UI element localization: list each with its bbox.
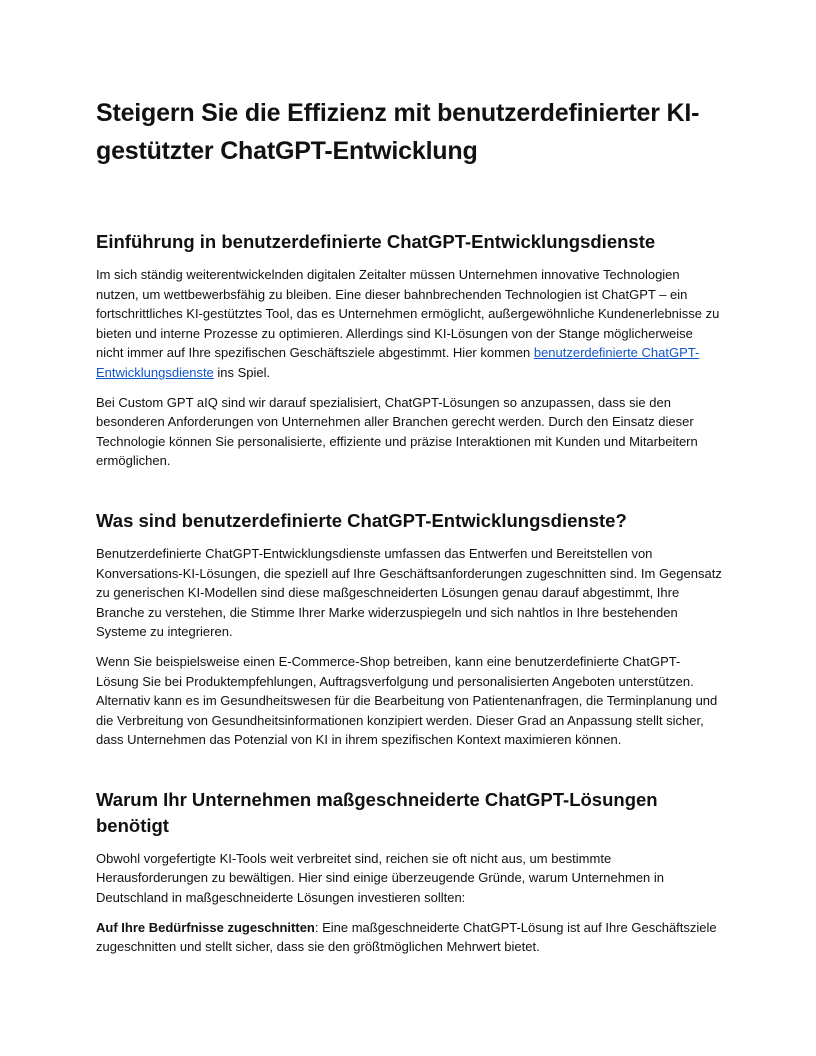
document-page xyxy=(96,94,722,957)
intro-paragraph-1-tail: ins Spiel. xyxy=(213,364,271,380)
intro-paragraph-1 xyxy=(96,265,722,383)
why-paragraph-2-bold: Auf Ihre Bedürfnisse zugeschnitten xyxy=(96,919,315,935)
document-title: Steigern Sie die Effizienz mit benutzerdefinierter KI-gestützter ChatGPT-Entwicklung xyxy=(96,99,700,165)
what-paragraph-1: Benutzerdefinierte ChatGPT-Entwicklungsdienste umfassen das Entwerfen und Bereitstellen von Konversations-KI-Lösungen, die speziell auf Ihre Geschäftsanforderungen zugeschnitten sind. Im Gegensatz zu generischen KI-Modellen sind diese maßgeschneiderten Lösungen genau darauf abgestimmt, Ihre Branche zu verstehen, die Stimme Ihrer Marke widerzuspiegeln und sich nahtlos in Ihre bestehenden Systeme zu integrieren. xyxy=(96,545,722,640)
why-paragraph-1: Obwohl vorgefertigte KI-Tools weit verbreitet sind, reichen sie oft nicht aus, um bestimmte Herausforderungen zu bewältigen. Hier sind einige überzeugende Gründe, warum Unternehmen in Deutschland in maßgeschneiderte Lösungen investieren sollten: xyxy=(96,850,665,906)
why-paragraph-2-text: : Eine maßgeschneiderte ChatGPT-Lösung ist auf Ihre Geschäftsziele zugeschnitten und stellt sicher, dass sie den größtmöglichen Mehrwert bietet. xyxy=(96,919,717,955)
custom-chatgpt-services-link[interactable]: benutzerdefinierte ChatGPT-Entwicklungsdienste xyxy=(96,345,700,380)
section-heading-intro: Einführung in benutzerdefinierte ChatGPT-Entwicklungsdienste xyxy=(96,231,656,252)
section-heading-why: Warum Ihr Unternehmen maßgeschneiderte ChatGPT-Lösungen benötigt xyxy=(96,788,658,836)
why-paragraph-2 xyxy=(96,918,722,957)
intro-paragraph-1-text: Im sich ständig weiterentwickelnden digitalen Zeitalter müssen Unternehmen innovative Technologien nutzen, um wettbewerbsfähig zu bleiben. Eine dieser bahnbrechenden Technologien ist ChatGPT – ein fortschrittliches KI-gestütztes Tool, das es Unternehmen ermöglicht, außergewöhnliche Kundenerlebnisse zu bieten und interne Prozesse zu optimieren. Allerdings sind KI-Lösungen von der Stange möglicherweise nicht immer auf Ihre spezifischen Geschäftsziele abgestimmt. Hier kommen xyxy=(96,267,720,361)
intro-paragraph-2: Bei Custom GPT aIQ sind wir darauf spezialisiert, ChatGPT-Lösungen so anzupassen, dass sie den besonderen Anforderungen von Unternehmen aller Branchen gerecht werden. Durch den Einsatz dieser Technologie können Sie personalisierte, effiziente und präzise Interaktionen mit Kunden und Mitarbeitern ermöglichen. xyxy=(96,394,698,469)
what-paragraph-2: Wenn Sie beispielsweise einen E-Commerce-Shop betreiben, kann eine benutzerdefinierte ChatGPT-Lösung Sie bei Produktempfehlungen, Auftragsverfolgung und personalisierten Angeboten unterstützen. Alternativ kann es im Gesundheitswesen für die Bearbeitung von Patientenanfragen, die Terminplanung und die Verbreitung von Gesundheitsinformationen konzipiert werden. Dieser Grad an Anpassung stellt sicher, dass Unternehmen das Potenzial von KI in ihrem spezifischen Kontext maximieren können. xyxy=(96,653,718,748)
section-heading-what: Was sind benutzerdefinierte ChatGPT-Entwicklungsdienste? xyxy=(96,509,627,531)
